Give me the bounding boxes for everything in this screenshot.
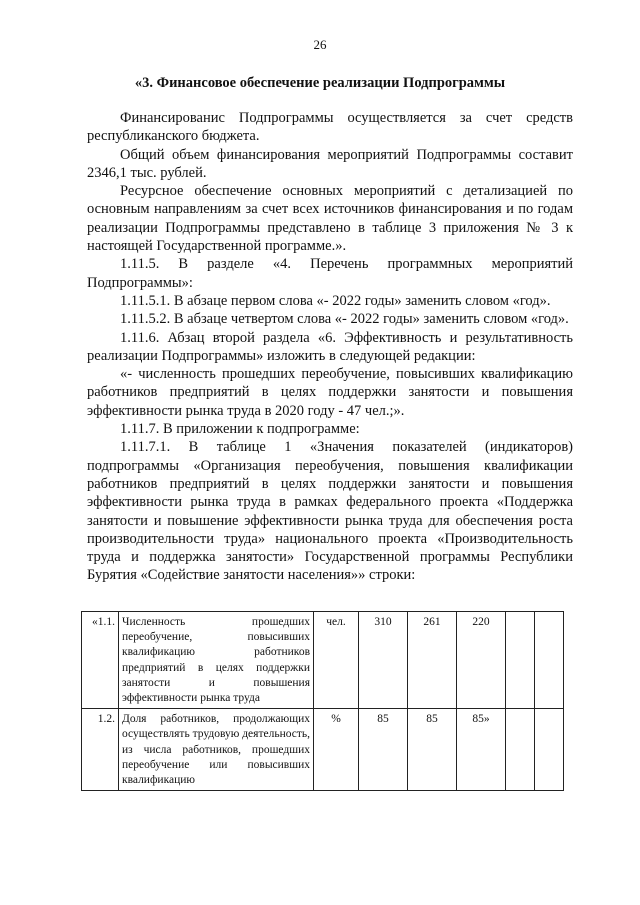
page-number: 26 xyxy=(313,37,327,52)
indicators-table xyxy=(81,611,564,791)
value-cell xyxy=(506,709,535,791)
section-title: «3. Финансовое обеспечение реализации Подпрограммы xyxy=(134,75,506,91)
value-cell: 85» xyxy=(457,709,506,791)
value-cell: 261 xyxy=(408,612,457,709)
paragraph: «- численность прошедших переобучение, повысивших квалификацию работников предприятий в целях поддержки занятости и повышения эффективности рынка труда в 2020 году - 47 чел.;». xyxy=(87,366,573,419)
indicator-name-cell: Доля работников, продолжающих осуществлять трудовую деятельность, из числа работников, прошедших переобучение или повысивших квалификацию xyxy=(119,709,314,791)
unit-cell: чел. xyxy=(314,612,359,709)
value-cell: 85 xyxy=(408,709,457,791)
value-cell: 220 xyxy=(457,612,506,709)
paragraph: Ресурсное обеспечение основных мероприятий с детализацией по основным направлениям за счет всех источников финансирования и по годам реализации Подпрограммы представлено в таблице 3 приложения № 3 к настоящей Государственной программе.». xyxy=(87,183,573,255)
table-row xyxy=(82,612,564,709)
paragraph: 1.11.5.1. В абзаце первом слова «- 2022 годы» заменить словом «год». xyxy=(120,292,551,309)
value-cell xyxy=(535,612,564,709)
value-cell: 310 xyxy=(359,612,408,709)
paragraph: Финансированис Подпрограммы осуществляется за счет средств республиканского бюджета. xyxy=(87,110,573,145)
paragraph: 1.11.7. В приложении к подпрограмме: xyxy=(120,421,360,438)
paragraph: 1.11.6. Абзац второй раздела «6. Эффективность и результативность реализации Подпрограммы» изложить в следующей редакции: xyxy=(87,329,573,364)
paragraph: Общий объем финансирования мероприятий Подпрограммы составит 2346,1 тыс. рублей. xyxy=(87,146,573,181)
paragraph: 1.11.7.1. В таблице 1 «Значения показателей (индикаторов) подпрограммы «Организация переобучения, повышения квалификации работников предприятий в целях поддержки занятости и повышения эффективности рынка труда в рамках федерального проекта «Поддержка занятости и повышение эффективности рынка труда для обеспечения роста производительности труда» национального проекта «Производительность труда и поддержка занятости» Государственной программы Республики Бурятия «Содействие занятости населения»» строки: xyxy=(87,439,573,584)
paragraph: 1.11.5.2. В абзаце четвертом слова «- 2022 годы» заменить словом «год». xyxy=(120,311,569,328)
row-number-cell: 1.2. xyxy=(82,709,119,791)
indicator-name-cell: Численность прошедших переобучение, повысивших квалификацию работников предприятий в целях поддержки занятости и повышения эффективности рынка труда xyxy=(119,612,314,709)
table-row xyxy=(82,709,564,791)
row-number-cell: «1.1. xyxy=(82,612,119,709)
value-cell xyxy=(535,709,564,791)
document-body xyxy=(87,109,573,585)
value-cell xyxy=(506,612,535,709)
value-cell: 85 xyxy=(359,709,408,791)
unit-cell: % xyxy=(314,709,359,791)
paragraph: 1.11.5. В разделе «4. Перечень программных мероприятий Подпрограммы»: xyxy=(87,256,573,291)
